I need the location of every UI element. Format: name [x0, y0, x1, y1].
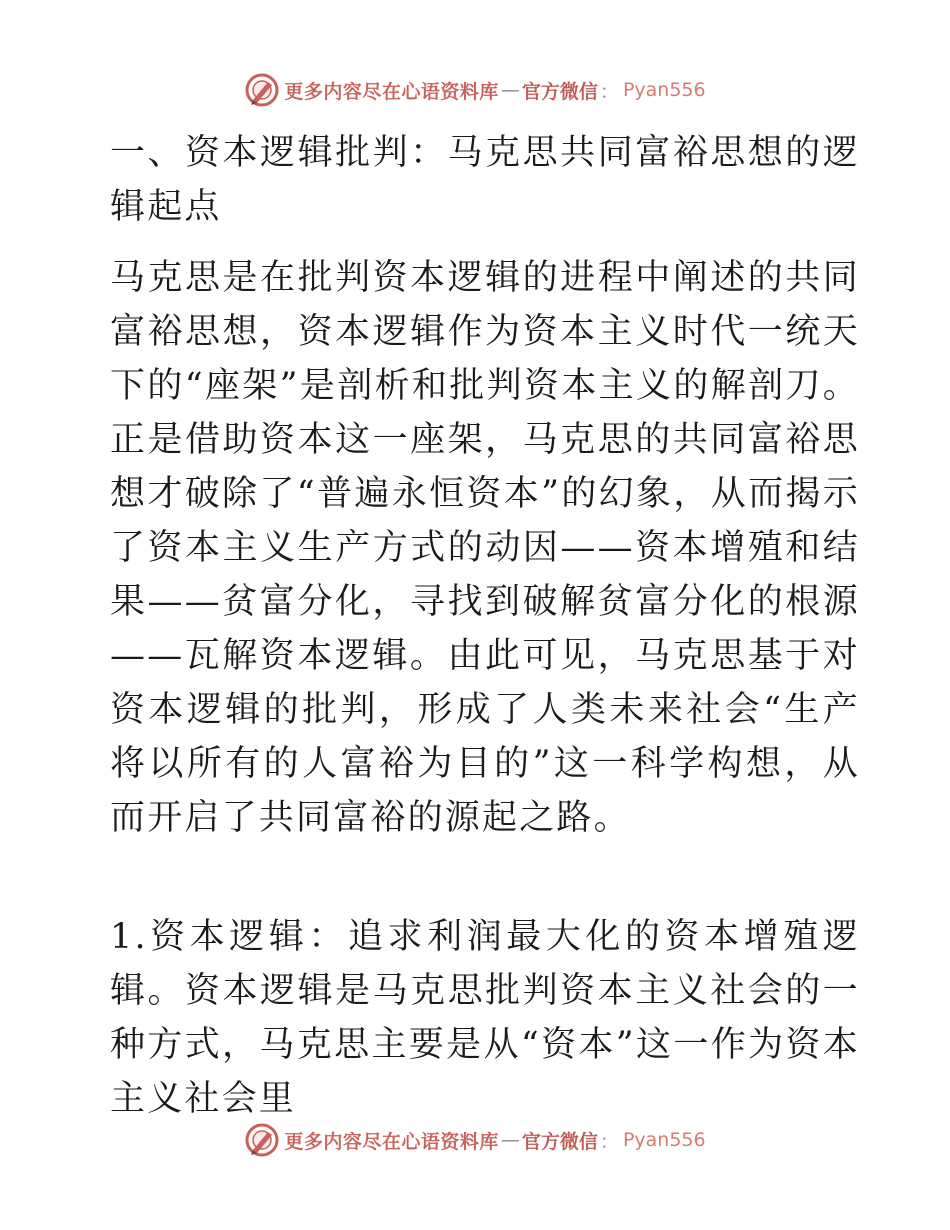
watermark-separator: —: [500, 79, 520, 101]
pen-circle-logo-icon: [244, 72, 280, 108]
pen-circle-logo-icon: [244, 1122, 280, 1158]
watermark-slogan: 更多内容尽在心语资料库: [284, 80, 499, 103]
footer-watermark: [0, 1120, 950, 1160]
watermark-wechat-label: 官方微信: [521, 1130, 598, 1153]
body-paragraph: 1.资本逻辑：追求利润最大化的资本增殖逻辑。资本逻辑是马克思批判资本主义社会的一种方式，马克思主要是从“资本”这一作为资本主义社会里: [110, 917, 860, 1119]
watermark-wechat-label: 官方微信: [521, 80, 598, 103]
watermark-wechat-id: Pyan556: [622, 1129, 706, 1151]
body-paragraph: 马克思是在批判资本逻辑的进程中阐述的共同富裕思想，资本逻辑作为资本主义时代一统天下的“座架”是剖析和批判资本主义的解剖刀。正是借助资本这一座架，马克思的共同富裕思想才破除了“普遍永恒资本”的幻象，从而揭示了资本主义生产方式的动因——资本增殖和结果——贫富分化，寻找到破解贫富分化的根源——瓦解资本逻辑。由此可见，马克思基于对资本逻辑的批判，形成了人类未来社会“生产将以所有的人富裕为目的”这一科学构想，从而开启了共同富裕的源起之路。: [110, 258, 860, 838]
header-watermark: [0, 70, 950, 110]
watermark-slogan: 更多内容尽在心语资料库: [284, 1130, 499, 1153]
watermark-separator: —: [500, 1129, 520, 1151]
watermark-colon: ：: [599, 80, 619, 103]
section-heading: 一、资本逻辑批判：马克思共同富裕思想的逻辑起点: [110, 133, 860, 227]
watermark-wechat-id: Pyan556: [622, 79, 706, 101]
watermark-colon: ：: [599, 1130, 619, 1153]
